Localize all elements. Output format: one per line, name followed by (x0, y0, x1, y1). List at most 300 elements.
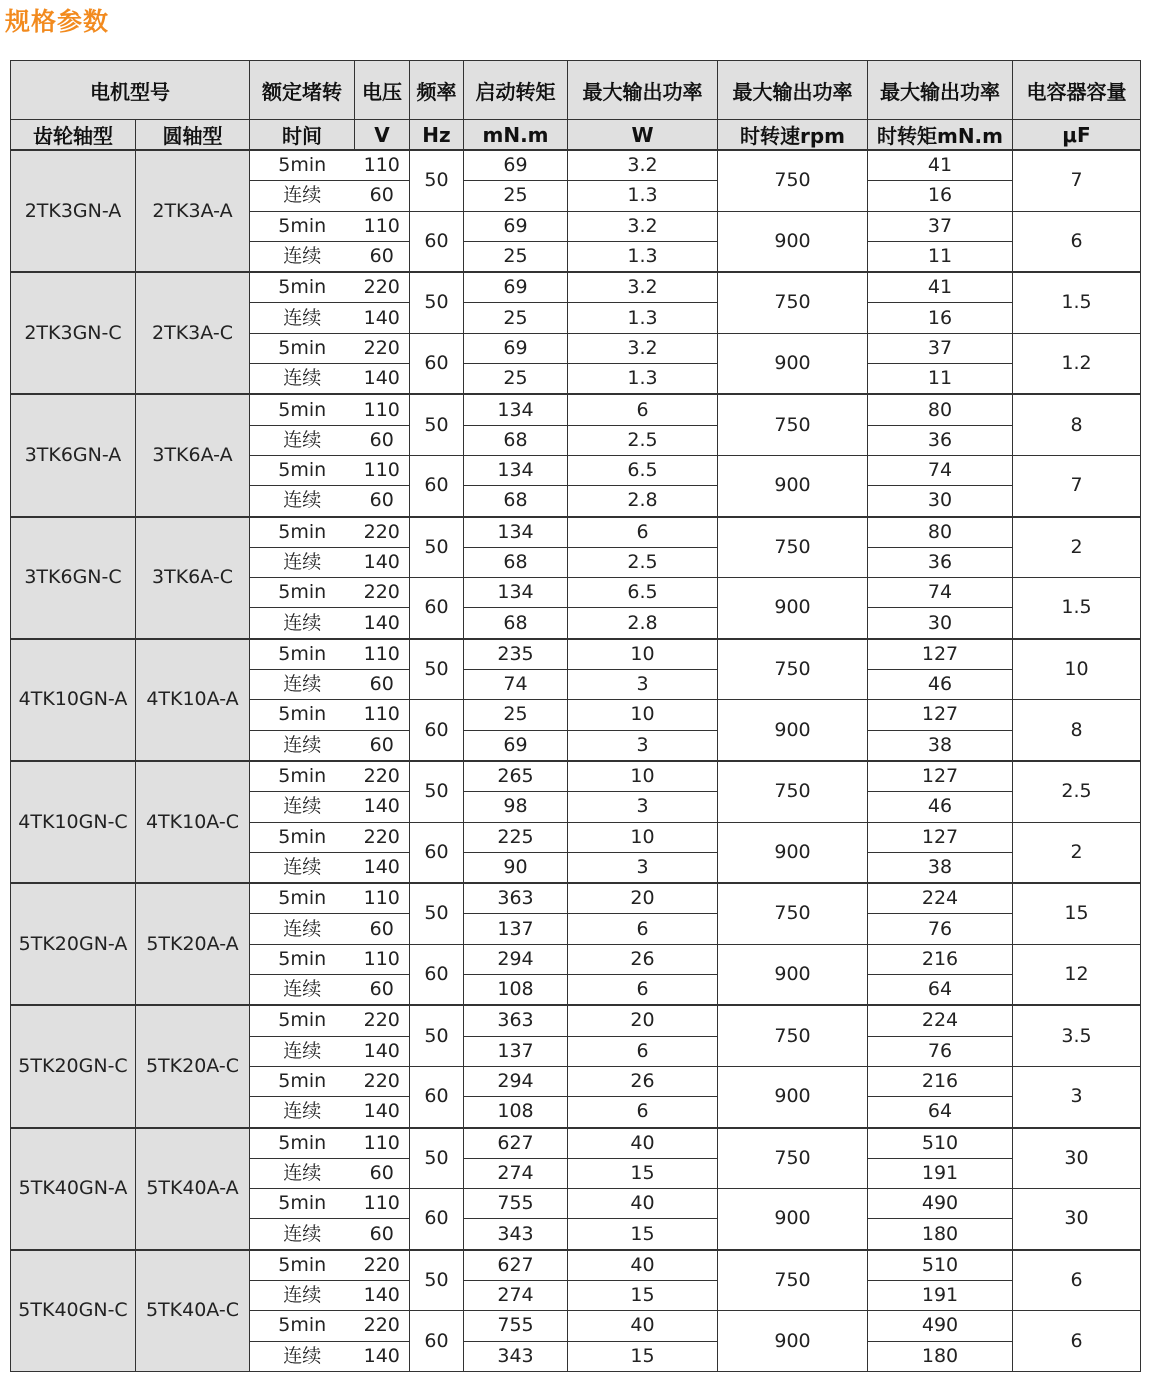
voltage-cell: 140 (355, 1097, 410, 1128)
time-cell: 5min (250, 1189, 355, 1219)
round-shaft-model: 5TK20A-A (136, 883, 250, 1005)
max-power-cell: 1.3 (568, 364, 718, 395)
voltage-cell: 110 (355, 455, 410, 485)
voltage-cell: 140 (355, 547, 410, 577)
max-power-cell: 2.5 (568, 425, 718, 455)
voltage-cell: 60 (355, 914, 410, 944)
max-power-cell: 15 (568, 1341, 718, 1371)
voltage-cell: 220 (355, 1311, 410, 1341)
frequency-cell: 50 (410, 272, 464, 333)
max-power-cell: 2.8 (568, 608, 718, 639)
voltage-cell: 110 (355, 394, 410, 425)
voltage-cell: 60 (355, 181, 410, 211)
start-torque-cell: 68 (464, 608, 568, 639)
frequency-cell: 60 (410, 700, 464, 761)
max-torque-cell: 11 (868, 241, 1013, 272)
frequency-cell: 60 (410, 822, 464, 883)
time-cell: 5min (250, 1311, 355, 1341)
voltage-cell: 220 (355, 1066, 410, 1096)
capacitor-cell: 2 (1013, 517, 1141, 578)
time-cell: 5min (250, 211, 355, 241)
start-torque-cell: 363 (464, 1005, 568, 1036)
subheader-hz-unit: Hz (410, 120, 464, 151)
voltage-cell: 60 (355, 670, 410, 700)
max-power-cell: 6 (568, 1097, 718, 1128)
frequency-cell: 50 (410, 761, 464, 822)
table-row (11, 272, 1141, 303)
voltage-cell: 60 (355, 241, 410, 272)
frequency-cell: 50 (410, 150, 464, 211)
subheader-volt-unit: V (355, 120, 410, 151)
capacitor-cell: 3.5 (1013, 1005, 1141, 1066)
round-shaft-model: 2TK3A-A (136, 150, 250, 272)
start-torque-cell: 235 (464, 639, 568, 670)
voltage-cell: 110 (355, 883, 410, 914)
start-torque-cell: 25 (464, 241, 568, 272)
table-header (11, 61, 1141, 151)
start-torque-cell: 69 (464, 333, 568, 363)
voltage-cell: 110 (355, 944, 410, 974)
time-cell: 5min (250, 883, 355, 914)
max-power-cell: 1.3 (568, 303, 718, 333)
start-torque-cell: 25 (464, 303, 568, 333)
table-row (11, 761, 1141, 792)
voltage-cell: 140 (355, 792, 410, 822)
frequency-cell: 60 (410, 211, 464, 272)
start-torque-cell: 755 (464, 1311, 568, 1341)
max-torque-cell: 76 (868, 914, 1013, 944)
time-cell: 连续 (250, 975, 355, 1006)
start-torque-cell: 68 (464, 425, 568, 455)
speed-cell: 750 (718, 394, 868, 455)
start-torque-cell: 627 (464, 1128, 568, 1159)
frequency-cell: 50 (410, 1005, 464, 1066)
max-torque-cell: 180 (868, 1341, 1013, 1371)
max-torque-cell: 180 (868, 1219, 1013, 1250)
max-power-cell: 3 (568, 670, 718, 700)
start-torque-cell: 134 (464, 517, 568, 548)
table-row (11, 517, 1141, 548)
max-torque-cell: 38 (868, 730, 1013, 761)
max-torque-cell: 490 (868, 1189, 1013, 1219)
max-torque-cell: 16 (868, 181, 1013, 211)
max-power-cell: 10 (568, 700, 718, 730)
header-max-power-speed: 最大输出功率 (718, 61, 868, 120)
speed-cell: 900 (718, 578, 868, 639)
capacitor-cell: 6 (1013, 1250, 1141, 1311)
speed-cell: 750 (718, 1005, 868, 1066)
voltage-cell: 220 (355, 822, 410, 852)
max-power-cell: 15 (568, 1280, 718, 1310)
speed-cell: 750 (718, 639, 868, 700)
frequency-cell: 60 (410, 1066, 464, 1127)
header-start-torque: 启动转矩 (464, 61, 568, 120)
max-torque-cell: 490 (868, 1311, 1013, 1341)
header-model: 电机型号 (11, 61, 250, 120)
speed-cell: 750 (718, 517, 868, 578)
start-torque-cell: 265 (464, 761, 568, 792)
capacitor-cell: 2.5 (1013, 761, 1141, 822)
max-torque-cell: 38 (868, 852, 1013, 883)
header-capacitor: 电容器容量 (1013, 61, 1141, 120)
start-torque-cell: 69 (464, 272, 568, 303)
max-power-cell: 6 (568, 394, 718, 425)
header-rated-stall: 额定堵转 (250, 61, 355, 120)
max-torque-cell: 30 (868, 486, 1013, 517)
start-torque-cell: 363 (464, 883, 568, 914)
time-cell: 5min (250, 517, 355, 548)
start-torque-cell: 108 (464, 975, 568, 1006)
start-torque-cell: 108 (464, 1097, 568, 1128)
time-cell: 5min (250, 578, 355, 608)
max-torque-cell: 36 (868, 547, 1013, 577)
table-row (11, 639, 1141, 670)
max-torque-cell: 64 (868, 1097, 1013, 1128)
voltage-cell: 220 (355, 578, 410, 608)
start-torque-cell: 294 (464, 1066, 568, 1096)
max-torque-cell: 37 (868, 333, 1013, 363)
time-cell: 连续 (250, 1219, 355, 1250)
speed-cell: 750 (718, 1128, 868, 1189)
round-shaft-model: 3TK6A-A (136, 394, 250, 516)
time-cell: 5min (250, 822, 355, 852)
speed-cell: 900 (718, 333, 868, 394)
max-torque-cell: 41 (868, 150, 1013, 181)
max-power-cell: 3.2 (568, 333, 718, 363)
max-torque-cell: 64 (868, 975, 1013, 1006)
voltage-cell: 60 (355, 425, 410, 455)
start-torque-cell: 343 (464, 1341, 568, 1371)
time-cell: 5min (250, 944, 355, 974)
max-torque-cell: 37 (868, 211, 1013, 241)
speed-cell: 900 (718, 1311, 868, 1372)
capacitor-cell: 3 (1013, 1066, 1141, 1127)
voltage-cell: 60 (355, 486, 410, 517)
capacitor-cell: 1.2 (1013, 333, 1141, 394)
max-torque-cell: 510 (868, 1128, 1013, 1159)
speed-cell: 900 (718, 455, 868, 516)
table-body (11, 150, 1141, 1371)
max-power-cell: 40 (568, 1128, 718, 1159)
header-max-power: 最大输出功率 (568, 61, 718, 120)
start-torque-cell: 25 (464, 364, 568, 395)
frequency-cell: 60 (410, 455, 464, 516)
start-torque-cell: 137 (464, 914, 568, 944)
time-cell: 连续 (250, 1097, 355, 1128)
capacitor-cell: 2 (1013, 822, 1141, 883)
speed-cell: 900 (718, 1066, 868, 1127)
start-torque-cell: 69 (464, 211, 568, 241)
max-torque-cell: 216 (868, 944, 1013, 974)
page-title: 规格参数 (5, 7, 110, 36)
voltage-cell: 220 (355, 761, 410, 792)
max-torque-cell: 127 (868, 822, 1013, 852)
time-cell: 连续 (250, 852, 355, 883)
voltage-cell: 60 (355, 1219, 410, 1250)
max-torque-cell: 224 (868, 1005, 1013, 1036)
capacitor-cell: 10 (1013, 639, 1141, 700)
table-row (11, 1128, 1141, 1159)
max-power-cell: 1.3 (568, 181, 718, 211)
subheader-speed-unit: 时转速rpm (718, 120, 868, 151)
voltage-cell: 110 (355, 1128, 410, 1159)
start-torque-cell: 25 (464, 700, 568, 730)
time-cell: 连续 (250, 547, 355, 577)
start-torque-cell: 98 (464, 792, 568, 822)
capacitor-cell: 7 (1013, 150, 1141, 211)
frequency-cell: 60 (410, 1189, 464, 1250)
voltage-cell: 140 (355, 852, 410, 883)
max-torque-cell: 216 (868, 1066, 1013, 1096)
time-cell: 连续 (250, 303, 355, 333)
max-power-cell: 6.5 (568, 455, 718, 485)
max-power-cell: 6 (568, 517, 718, 548)
frequency-cell: 50 (410, 394, 464, 455)
start-torque-cell: 294 (464, 944, 568, 974)
max-torque-cell: 127 (868, 700, 1013, 730)
max-power-cell: 15 (568, 1219, 718, 1250)
max-torque-cell: 30 (868, 608, 1013, 639)
capacitor-cell: 6 (1013, 1311, 1141, 1372)
time-cell: 连续 (250, 364, 355, 395)
time-cell: 5min (250, 1250, 355, 1281)
capacitor-cell: 7 (1013, 455, 1141, 516)
table-row (11, 150, 1141, 181)
voltage-cell: 140 (355, 1036, 410, 1066)
gear-shaft-model: 5TK40GN-C (11, 1250, 136, 1372)
speed-cell: 750 (718, 1250, 868, 1311)
time-cell: 5min (250, 1128, 355, 1159)
time-cell: 连续 (250, 181, 355, 211)
time-cell: 5min (250, 455, 355, 485)
voltage-cell: 110 (355, 639, 410, 670)
time-cell: 连续 (250, 1280, 355, 1310)
voltage-cell: 110 (355, 211, 410, 241)
time-cell: 连续 (250, 670, 355, 700)
max-power-cell: 40 (568, 1250, 718, 1281)
gear-shaft-model: 4TK10GN-C (11, 761, 136, 883)
voltage-cell: 110 (355, 150, 410, 181)
max-power-cell: 6 (568, 975, 718, 1006)
spec-table (10, 60, 1141, 1372)
max-torque-cell: 46 (868, 670, 1013, 700)
voltage-cell: 220 (355, 1005, 410, 1036)
voltage-cell: 140 (355, 1280, 410, 1310)
gear-shaft-model: 4TK10GN-A (11, 639, 136, 761)
time-cell: 5min (250, 150, 355, 181)
start-torque-cell: 343 (464, 1219, 568, 1250)
time-cell: 连续 (250, 1158, 355, 1188)
frequency-cell: 50 (410, 1128, 464, 1189)
start-torque-cell: 68 (464, 547, 568, 577)
max-power-cell: 6.5 (568, 578, 718, 608)
header-frequency: 频率 (410, 61, 464, 120)
capacitor-cell: 1.5 (1013, 578, 1141, 639)
capacitor-cell: 30 (1013, 1128, 1141, 1189)
max-torque-cell: 127 (868, 761, 1013, 792)
time-cell: 5min (250, 333, 355, 363)
capacitor-cell: 1.5 (1013, 272, 1141, 333)
table-row (11, 1250, 1141, 1281)
voltage-cell: 220 (355, 1250, 410, 1281)
max-power-cell: 2.5 (568, 547, 718, 577)
start-torque-cell: 627 (464, 1250, 568, 1281)
frequency-cell: 60 (410, 333, 464, 394)
max-torque-cell: 76 (868, 1036, 1013, 1066)
time-cell: 5min (250, 1005, 355, 1036)
start-torque-cell: 134 (464, 455, 568, 485)
frequency-cell: 50 (410, 517, 464, 578)
max-torque-cell: 36 (868, 425, 1013, 455)
max-power-cell: 1.3 (568, 241, 718, 272)
max-power-cell: 20 (568, 1005, 718, 1036)
subheader-time: 时间 (250, 120, 355, 151)
time-cell: 5min (250, 700, 355, 730)
max-power-cell: 3.2 (568, 150, 718, 181)
voltage-cell: 60 (355, 1158, 410, 1188)
max-power-cell: 3 (568, 792, 718, 822)
frequency-cell: 60 (410, 578, 464, 639)
time-cell: 连续 (250, 1341, 355, 1371)
max-power-cell: 26 (568, 944, 718, 974)
subheader-gear-shaft: 齿轮轴型 (11, 120, 136, 151)
capacitor-cell: 8 (1013, 394, 1141, 455)
frequency-cell: 60 (410, 944, 464, 1005)
max-power-cell: 26 (568, 1066, 718, 1096)
speed-cell: 900 (718, 1189, 868, 1250)
capacitor-cell: 6 (1013, 211, 1141, 272)
max-power-cell: 6 (568, 914, 718, 944)
max-power-cell: 40 (568, 1311, 718, 1341)
time-cell: 连续 (250, 792, 355, 822)
voltage-cell: 220 (355, 333, 410, 363)
max-power-cell: 6 (568, 1036, 718, 1066)
max-power-cell: 3.2 (568, 211, 718, 241)
gear-shaft-model: 5TK20GN-C (11, 1005, 136, 1127)
start-torque-cell: 274 (464, 1158, 568, 1188)
speed-cell: 750 (718, 883, 868, 944)
gear-shaft-model: 2TK3GN-C (11, 272, 136, 394)
time-cell: 连续 (250, 1036, 355, 1066)
round-shaft-model: 4TK10A-C (136, 761, 250, 883)
max-torque-cell: 41 (868, 272, 1013, 303)
max-torque-cell: 46 (868, 792, 1013, 822)
start-torque-cell: 69 (464, 150, 568, 181)
time-cell: 连续 (250, 425, 355, 455)
max-power-cell: 10 (568, 639, 718, 670)
speed-cell: 750 (718, 272, 868, 333)
start-torque-cell: 25 (464, 181, 568, 211)
max-torque-cell: 11 (868, 364, 1013, 395)
max-power-cell: 15 (568, 1158, 718, 1188)
start-torque-cell: 90 (464, 852, 568, 883)
max-power-cell: 10 (568, 822, 718, 852)
table-row (11, 883, 1141, 914)
header-voltage: 电压 (355, 61, 410, 120)
round-shaft-model: 5TK20A-C (136, 1005, 250, 1127)
subheader-power-unit: W (568, 120, 718, 151)
start-torque-cell: 225 (464, 822, 568, 852)
header-max-power-torque: 最大输出功率 (868, 61, 1013, 120)
voltage-cell: 110 (355, 1189, 410, 1219)
max-torque-cell: 80 (868, 394, 1013, 425)
voltage-cell: 140 (355, 364, 410, 395)
time-cell: 连续 (250, 730, 355, 761)
gear-shaft-model: 5TK20GN-A (11, 883, 136, 1005)
max-power-cell: 40 (568, 1189, 718, 1219)
voltage-cell: 60 (355, 975, 410, 1006)
frequency-cell: 50 (410, 883, 464, 944)
max-torque-cell: 74 (868, 578, 1013, 608)
voltage-cell: 60 (355, 730, 410, 761)
voltage-cell: 220 (355, 272, 410, 303)
round-shaft-model: 5TK40A-C (136, 1250, 250, 1372)
speed-cell: 900 (718, 944, 868, 1005)
speed-cell: 900 (718, 822, 868, 883)
speed-cell: 900 (718, 700, 868, 761)
speed-cell: 750 (718, 761, 868, 822)
time-cell: 5min (250, 272, 355, 303)
start-torque-cell: 74 (464, 670, 568, 700)
max-torque-cell: 224 (868, 883, 1013, 914)
capacitor-cell: 8 (1013, 700, 1141, 761)
gear-shaft-model: 2TK3GN-A (11, 150, 136, 272)
round-shaft-model: 3TK6A-C (136, 517, 250, 639)
round-shaft-model: 2TK3A-C (136, 272, 250, 394)
voltage-cell: 140 (355, 303, 410, 333)
round-shaft-model: 5TK40A-A (136, 1128, 250, 1250)
frequency-cell: 50 (410, 639, 464, 700)
start-torque-cell: 69 (464, 730, 568, 761)
gear-shaft-model: 3TK6GN-A (11, 394, 136, 516)
max-power-cell: 3 (568, 852, 718, 883)
time-cell: 5min (250, 761, 355, 792)
gear-shaft-model: 5TK40GN-A (11, 1128, 136, 1250)
frequency-cell: 50 (410, 1250, 464, 1311)
start-torque-cell: 274 (464, 1280, 568, 1310)
speed-cell: 750 (718, 150, 868, 211)
voltage-cell: 110 (355, 700, 410, 730)
time-cell: 连续 (250, 608, 355, 639)
max-torque-cell: 80 (868, 517, 1013, 548)
table-row (11, 394, 1141, 425)
start-torque-cell: 755 (464, 1189, 568, 1219)
time-cell: 5min (250, 394, 355, 425)
voltage-cell: 140 (355, 608, 410, 639)
time-cell: 连续 (250, 241, 355, 272)
voltage-cell: 140 (355, 1341, 410, 1371)
max-torque-cell: 74 (868, 455, 1013, 485)
time-cell: 连续 (250, 914, 355, 944)
start-torque-cell: 134 (464, 578, 568, 608)
max-torque-cell: 16 (868, 303, 1013, 333)
subheader-torque-unit-2: 时转矩mN.m (868, 120, 1013, 151)
time-cell: 5min (250, 639, 355, 670)
max-torque-cell: 127 (868, 639, 1013, 670)
start-torque-cell: 68 (464, 486, 568, 517)
start-torque-cell: 134 (464, 394, 568, 425)
subheader-torque-unit: mN.m (464, 120, 568, 151)
capacitor-cell: 15 (1013, 883, 1141, 944)
voltage-cell: 220 (355, 517, 410, 548)
start-torque-cell: 137 (464, 1036, 568, 1066)
max-power-cell: 20 (568, 883, 718, 914)
subheader-round-shaft: 圆轴型 (136, 120, 250, 151)
frequency-cell: 60 (410, 1311, 464, 1372)
max-power-cell: 3 (568, 730, 718, 761)
max-torque-cell: 191 (868, 1280, 1013, 1310)
capacitor-cell: 30 (1013, 1189, 1141, 1250)
